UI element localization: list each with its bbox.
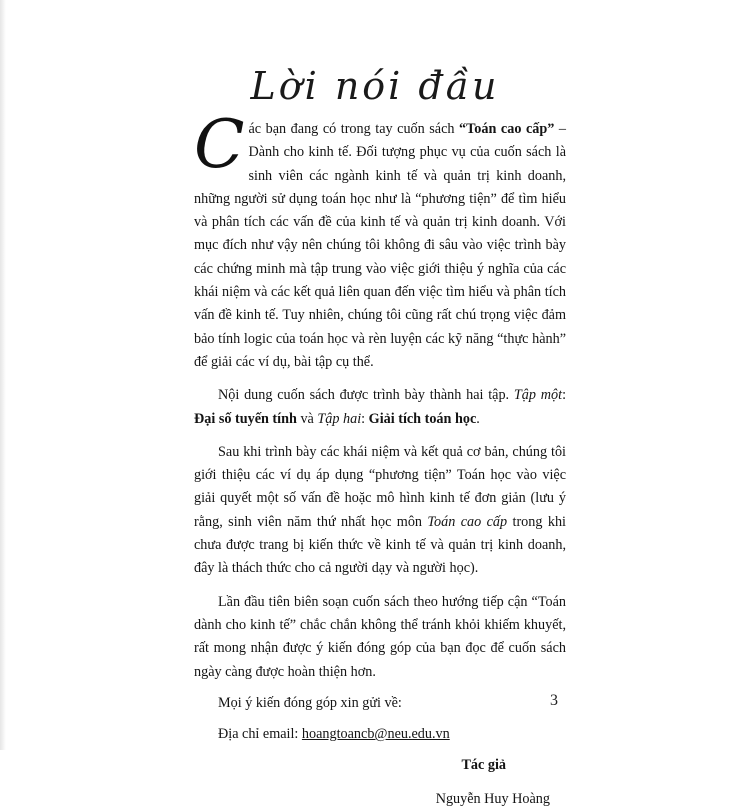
author-name: Nguyễn Huy Hoàng — [435, 790, 550, 807]
intro-text-start: ác bạn đang có trong tay cuốn sách — [248, 121, 460, 137]
book-title-bold: “Toán cao cấp” — [459, 121, 555, 137]
volume-two-label: Tập hai — [317, 410, 362, 427]
paragraph-feedback: Lần đầu tiên biên soạn cuốn sách theo hướng tiếp cận “Toán dành cho kinh tế” chắc chắn không thể tránh khỏi khiếm khuyết, rất mong nhận được ý kiến đóng góp của bạn đọc để cuốn sách ngày càng được hoàn thiện hơn. — [194, 593, 566, 680]
examples-text-start: Sau khi trình bày các khái niệm và kết quả cơ bản, chúng tôi giới thiệu các ví dụ áp dụng “phương tiện” Toán học vào việc giải quyết một số vấn đề hoặc mô hình kinh tế đơn giản (lưu ý rằng, sinh viên năm thứ nhất học môn — [194, 443, 566, 530]
paragraph-volumes — [194, 384, 566, 431]
volumes-text: Nội dung cuốn sách được trình bày thành hai tập. — [218, 387, 514, 404]
preface-body — [194, 106, 567, 811]
paragraph-contact: Mọi ý kiến đóng góp xin gửi về: — [218, 694, 402, 711]
page-title: Lời nói đầu — [250, 64, 500, 108]
conjunction: và — [296, 410, 318, 427]
email-link[interactable]: hoangtoancb@neu.edu.vn — [301, 726, 450, 743]
examples-text-end: trong khi chưa được trang bị kiến thức về kinh tế và quản trị kinh doanh, đây là thách thức cho cả người dạy và người học). — [194, 513, 566, 577]
volume-two-title: Giải tích toán học — [368, 410, 477, 427]
volume-one-title: Đại số tuyến tính — [194, 410, 297, 427]
period: . — [476, 410, 480, 427]
colon: : — [361, 410, 369, 427]
paragraph-intro — [194, 106, 566, 374]
email-label: Địa chỉ email: — [218, 726, 302, 743]
intro-text-rest: – Dành cho kinh tế. Đối tượng phục vụ của cuốn sách là sinh viên các ngành kinh tế và quản trị kinh doanh, những người sử dụng toán học như là “phương tiện” để tìm hiểu và phân tích các vấn đề của kinh tế và quản trị kinh doanh. Với mục đích như vậy nên chúng tôi không đi sâu vào việc trình bày các chứng minh mà tập trung vào việc giới thiệu ý nghĩa của các khái niệm và các kết quả liên quan đến việc tìm hiểu và phân tích vấn đề kinh tế. Tuy nhiên, chúng tôi cũng rất chú trọng việc đảm bảo tính logic của toán học và rèn luyện các kỹ năng “thực hành” để giải các ví dụ, bài tập cụ thể. — [194, 121, 566, 370]
paragraph-examples — [194, 441, 566, 581]
page-number: 3 — [550, 692, 558, 709]
course-name-italic: Toán cao cấp — [427, 513, 508, 530]
drop-cap: C — [194, 106, 245, 183]
volume-one-label: Tập một — [513, 387, 563, 404]
paragraph-email — [194, 723, 566, 746]
author-label: Tác giả — [461, 757, 506, 774]
page-edge-shadow — [0, 0, 6, 750]
colon: : — [562, 387, 567, 404]
